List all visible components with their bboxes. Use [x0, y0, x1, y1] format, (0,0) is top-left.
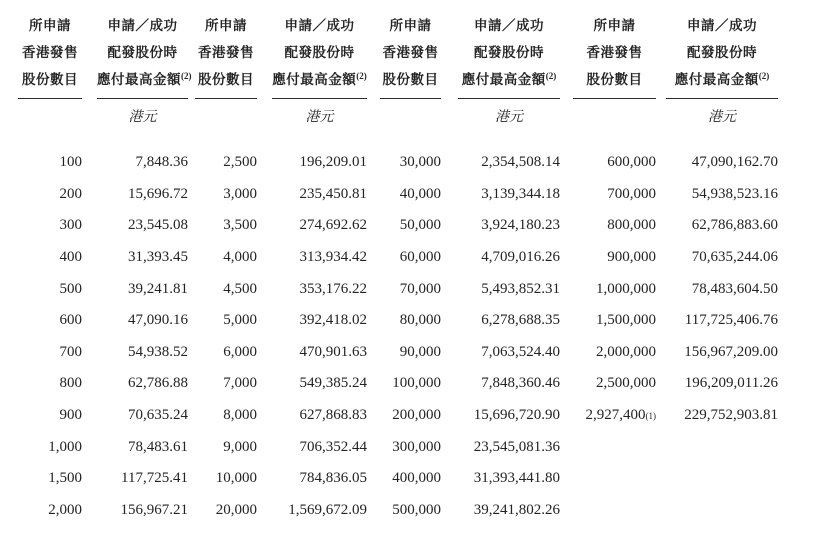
amount-cell	[97, 210, 188, 242]
currency-label	[97, 99, 188, 125]
shares-cell	[195, 305, 257, 337]
table-row	[0, 242, 819, 274]
shares-cell	[195, 337, 257, 369]
shares-cell	[573, 305, 656, 337]
cell-value: 2,500,000	[596, 375, 656, 392]
currency-unit-row	[0, 99, 819, 125]
amount-cell	[458, 305, 560, 337]
amount-cell	[666, 431, 778, 463]
header-line	[195, 12, 257, 39]
shares-cell	[573, 495, 656, 527]
amount-cell	[272, 147, 367, 179]
cell-value: 3,139,344.18	[481, 185, 560, 202]
cell-value: 2,354,508.14	[481, 154, 560, 171]
amount-cell	[458, 273, 560, 305]
cell-value: 600	[59, 312, 82, 329]
shares-cell	[18, 179, 82, 211]
header-line	[18, 12, 82, 39]
shares-cell: 2,927,400 (1)	[585, 407, 656, 424]
amount-column-header	[666, 12, 778, 99]
cell-value: 470,901.63	[299, 343, 367, 360]
amount-cell	[666, 495, 778, 527]
footnote-ref-2: (2)	[545, 71, 557, 81]
shares-cell	[195, 400, 257, 432]
amount-cell	[666, 242, 778, 274]
cell-value: 6,000	[223, 343, 257, 360]
cell-value: 274,692.62	[299, 217, 367, 234]
shares-cell	[195, 463, 257, 495]
cell-value: 900,000	[607, 249, 656, 266]
cell-value: 156,967,209.00	[684, 343, 778, 360]
header-text: 申請／成功	[687, 18, 757, 33]
header-line	[18, 66, 82, 93]
cell-value: 50,000	[399, 217, 441, 234]
table-row	[0, 463, 819, 495]
amount-cell	[272, 368, 367, 400]
table-row	[0, 147, 819, 179]
shares-column-header	[380, 12, 441, 99]
shares-column-header	[195, 12, 257, 99]
amount-cell	[458, 400, 560, 432]
shares-cell	[573, 368, 656, 400]
cell-value: 54,938,523.16	[691, 185, 778, 202]
shares-cell	[195, 210, 257, 242]
shares-cell	[380, 400, 441, 432]
shares-column-header	[18, 12, 82, 99]
table-row	[0, 337, 819, 369]
header-text: 配發股份時	[474, 45, 544, 60]
header-text: 應付最高金額	[272, 72, 357, 87]
shares-cell	[380, 210, 441, 242]
amount-cell	[97, 400, 188, 432]
table-row	[0, 305, 819, 337]
cell-value: 313,934.42	[299, 249, 367, 266]
footnote-ref-2: (2)	[758, 71, 770, 81]
header-line	[272, 39, 367, 66]
table-row	[0, 368, 819, 400]
cell-value: 78,483.61	[128, 438, 188, 455]
shares-cell	[380, 242, 441, 274]
amount-cell	[458, 147, 560, 179]
cell-value: 62,786.88	[128, 375, 188, 392]
header-text: 股份數目	[586, 72, 643, 87]
cell-value: 80,000	[399, 312, 441, 329]
header-line	[18, 39, 82, 66]
amount-cell	[666, 463, 778, 495]
amount-cell	[97, 242, 188, 274]
header-text: 香港發售	[22, 45, 78, 60]
amount-cell	[97, 463, 188, 495]
header-line	[97, 12, 188, 39]
cell-value: 8,000	[223, 407, 257, 424]
shares-cell	[18, 305, 82, 337]
cell-value: 627,868.83	[299, 407, 367, 424]
amount-cell	[97, 273, 188, 305]
header-line	[380, 12, 441, 39]
currency-text: 港元	[708, 110, 736, 125]
shares-cell	[18, 431, 82, 463]
header-text: 香港發售	[198, 45, 254, 60]
cell-value: 300,000	[392, 438, 441, 455]
cell-value: 353,176.22	[299, 280, 367, 297]
header-text: 申請／成功	[284, 18, 355, 33]
cell-value: 20,000	[215, 501, 257, 518]
header-line	[195, 66, 257, 93]
cell-value: 31,393,441.80	[473, 470, 560, 487]
footnote-ref-2: (2)	[181, 71, 192, 81]
amount-column-header	[458, 12, 560, 99]
cell-value: 2,000,000	[596, 343, 656, 360]
shares-cell	[573, 147, 656, 179]
shares-cell	[380, 431, 441, 463]
currency-text: 港元	[495, 110, 523, 125]
cell-value: 15,696,720.90	[473, 407, 560, 424]
shares-cell	[18, 463, 82, 495]
currency-label	[573, 99, 656, 121]
cell-value: 600,000	[607, 154, 656, 171]
amount-cell	[272, 400, 367, 432]
shares-cell	[573, 463, 656, 495]
cell-value: 23,545,081.36	[473, 438, 560, 455]
cell-value: 7,848.36	[135, 154, 188, 171]
header-text: 香港發售	[382, 45, 439, 60]
amount-column-header	[272, 12, 367, 99]
cell-value: 200	[59, 185, 82, 202]
shares-cell	[380, 147, 441, 179]
currency-label	[18, 99, 82, 121]
cell-value: 5,493,852.31	[481, 280, 560, 297]
header-text: 股份數目	[382, 72, 439, 87]
cell-value: 1,500,000	[596, 312, 656, 329]
amount-cell	[272, 431, 367, 463]
header-line	[573, 66, 656, 93]
cell-value: 9,000	[223, 438, 257, 455]
currency-label	[272, 99, 367, 125]
header-line	[458, 66, 560, 93]
amount-cell	[666, 147, 778, 179]
amount-cell	[458, 431, 560, 463]
cell-value: 7,000	[223, 375, 257, 392]
cell-value: 70,635,244.06	[691, 249, 778, 266]
amount-cell	[666, 179, 778, 211]
shares-cell	[18, 368, 82, 400]
header-line	[666, 39, 778, 66]
amount-cell	[272, 463, 367, 495]
header-text: 應付最高金額	[674, 72, 759, 87]
amount-cell	[272, 179, 367, 211]
cell-value: 3,000	[223, 185, 257, 202]
cell-value: 47,090,162.70	[691, 154, 778, 171]
cell-value: 70,635.24	[128, 407, 188, 424]
cell-value: 500,000	[392, 501, 441, 518]
header-line	[97, 39, 188, 66]
shares-cell	[573, 273, 656, 305]
cell-value: 400	[59, 249, 82, 266]
header-line	[272, 66, 367, 93]
header-text: 應付最高金額	[97, 72, 181, 87]
header-text: 應付最高金額	[461, 72, 546, 87]
shares-cell	[18, 337, 82, 369]
amount-cell	[458, 242, 560, 274]
shares-cell	[195, 431, 257, 463]
cell-value: 1,569,672.09	[288, 501, 367, 518]
shares-cell	[18, 210, 82, 242]
table-header-row	[0, 0, 819, 99]
cell-value: 156,967.21	[120, 501, 188, 518]
currency-label	[458, 99, 560, 125]
cell-value: 5,000	[223, 312, 257, 329]
amount-cell	[97, 495, 188, 527]
cell-value: 706,352.44	[299, 438, 367, 455]
currency-label	[666, 99, 778, 125]
cell-value: 39,241,802.26	[473, 501, 560, 518]
header-line	[380, 66, 441, 93]
cell-value: 40,000	[399, 185, 441, 202]
shares-cell	[18, 495, 82, 527]
shares-cell	[18, 273, 82, 305]
cell-value: 4,709,016.26	[481, 249, 560, 266]
amount-cell	[458, 210, 560, 242]
amount-cell	[458, 495, 560, 527]
shares-cell	[195, 273, 257, 305]
cell-value: 4,000	[223, 249, 257, 266]
shares-cell	[380, 337, 441, 369]
amount-cell	[272, 337, 367, 369]
shares-cell	[195, 179, 257, 211]
shares-cell	[380, 273, 441, 305]
cell-value: 1,000	[48, 438, 82, 455]
shares-cell	[380, 179, 441, 211]
shares-cell	[573, 210, 656, 242]
cell-value: 235,450.81	[299, 185, 367, 202]
cell-value: 100,000	[392, 375, 441, 392]
amount-cell	[97, 147, 188, 179]
header-text: 所申請	[593, 18, 636, 33]
cell-value: 1,500	[48, 470, 82, 487]
header-line	[458, 39, 560, 66]
shares-cell	[18, 400, 82, 432]
header-text: 配發股份時	[284, 45, 355, 60]
header-text: 香港發售	[586, 45, 643, 60]
amount-cell	[272, 495, 367, 527]
table-body	[0, 147, 819, 526]
cell-value: 229,752,903.81	[684, 407, 778, 424]
currency-label	[380, 99, 441, 121]
cell-value: 700	[59, 343, 82, 360]
shares-cell	[195, 495, 257, 527]
shares-cell	[380, 305, 441, 337]
amount-cell	[666, 368, 778, 400]
cell-value: 10,000	[215, 470, 257, 487]
shares-cell	[573, 337, 656, 369]
amount-cell	[458, 179, 560, 211]
shares-cell	[195, 147, 257, 179]
header-text: 配發股份時	[107, 45, 178, 60]
header-text: 股份數目	[198, 72, 254, 87]
amount-cell	[458, 368, 560, 400]
cell-value: 47,090.16	[128, 312, 188, 329]
table-row	[0, 273, 819, 305]
amount-cell	[97, 337, 188, 369]
cell-value: 400,000	[392, 470, 441, 487]
header-text: 申請／成功	[474, 18, 544, 33]
cell-value: 2,000	[48, 501, 82, 518]
cell-value: 800	[59, 375, 82, 392]
table-row	[0, 495, 819, 527]
amount-cell	[97, 368, 188, 400]
shares-cell	[573, 431, 656, 463]
amount-cell	[272, 210, 367, 242]
table-row	[0, 179, 819, 211]
cell-value: 1,000,000	[596, 280, 656, 297]
amount-cell	[458, 337, 560, 369]
amount-cell	[97, 431, 188, 463]
header-text: 所申請	[29, 18, 71, 33]
cell-value: 7,063,524.40	[481, 343, 560, 360]
cell-value: 800,000	[607, 217, 656, 234]
table-row	[0, 210, 819, 242]
footnote-ref-2: (2)	[356, 71, 367, 81]
cell-value: 300	[59, 217, 82, 234]
header-text: 股份數目	[22, 72, 78, 87]
amount-cell	[272, 305, 367, 337]
cell-value: 100	[59, 154, 82, 171]
shares-cell	[573, 179, 656, 211]
shares-cell	[195, 368, 257, 400]
cell-value: 60,000	[399, 249, 441, 266]
shares-cell	[18, 242, 82, 274]
cell-value: 117,725,406.76	[684, 312, 778, 329]
cell-value: 117,725.41	[121, 470, 188, 487]
header-line	[380, 39, 441, 66]
cell-value: 196,209.01	[299, 154, 367, 171]
cell-value: 62,786,883.60	[691, 217, 778, 234]
header-line	[573, 12, 656, 39]
amount-cell	[666, 273, 778, 305]
cell-value: 31,393.45	[128, 249, 188, 266]
header-text: 配發股份時	[687, 45, 757, 60]
shares-cell	[380, 495, 441, 527]
cell-value: 784,836.05	[299, 470, 367, 487]
header-line	[458, 12, 560, 39]
header-text: 所申請	[389, 18, 432, 33]
shares-cell	[573, 242, 656, 274]
cell-value: 39,241.81	[128, 280, 188, 297]
amount-cell	[666, 305, 778, 337]
amount-cell	[97, 179, 188, 211]
table-row	[0, 400, 819, 432]
header-text: 申請／成功	[107, 18, 178, 33]
shares-cell	[18, 147, 82, 179]
cell-value: 700,000	[607, 185, 656, 202]
header-text: 所申請	[205, 18, 247, 33]
cell-value: 15,696.72	[128, 185, 188, 202]
header-line	[97, 66, 192, 93]
shares-column-header	[573, 12, 656, 99]
currency-text: 港元	[305, 110, 334, 125]
amount-cell	[272, 273, 367, 305]
shares-cell	[380, 368, 441, 400]
cell-value: 70,000	[399, 280, 441, 297]
cell-value: 2,927,400	[585, 407, 646, 424]
cell-value: 54,938.52	[128, 343, 188, 360]
header-line	[666, 66, 778, 93]
cell-value: 2,500	[223, 154, 257, 171]
cell-value: 7,848,360.46	[481, 375, 560, 392]
header-line	[195, 39, 257, 66]
cell-value: 500	[59, 280, 82, 297]
header-line	[666, 12, 778, 39]
cell-value: 200,000	[392, 407, 441, 424]
cell-value: 900	[59, 407, 82, 424]
currency-text: 港元	[128, 110, 157, 125]
shares-cell	[380, 463, 441, 495]
currency-label	[195, 99, 257, 121]
cell-value: 90,000	[399, 343, 441, 360]
amount-column-header	[97, 12, 192, 99]
cell-value: 549,385.24	[299, 375, 367, 392]
cell-value: 392,418.02	[299, 312, 367, 329]
header-line	[272, 12, 367, 39]
cell-value: 196,209,011.26	[684, 375, 778, 392]
amount-cell	[666, 400, 778, 432]
amount-cell	[272, 242, 367, 274]
cell-value: 3,924,180.23	[481, 217, 560, 234]
cell-value: 6,278,688.35	[481, 312, 560, 329]
amount-cell	[97, 305, 188, 337]
cell-value: 3,500	[223, 217, 257, 234]
table-row	[0, 431, 819, 463]
cell-value: 30,000	[399, 154, 441, 171]
cell-value: 4,500	[223, 280, 257, 297]
shares-cell	[195, 242, 257, 274]
header-line	[573, 39, 656, 66]
amount-cell	[666, 337, 778, 369]
amount-cell	[458, 463, 560, 495]
cell-value: 23,545.08	[128, 217, 188, 234]
cell-value: 78,483,604.50	[691, 280, 778, 297]
amount-cell	[666, 210, 778, 242]
